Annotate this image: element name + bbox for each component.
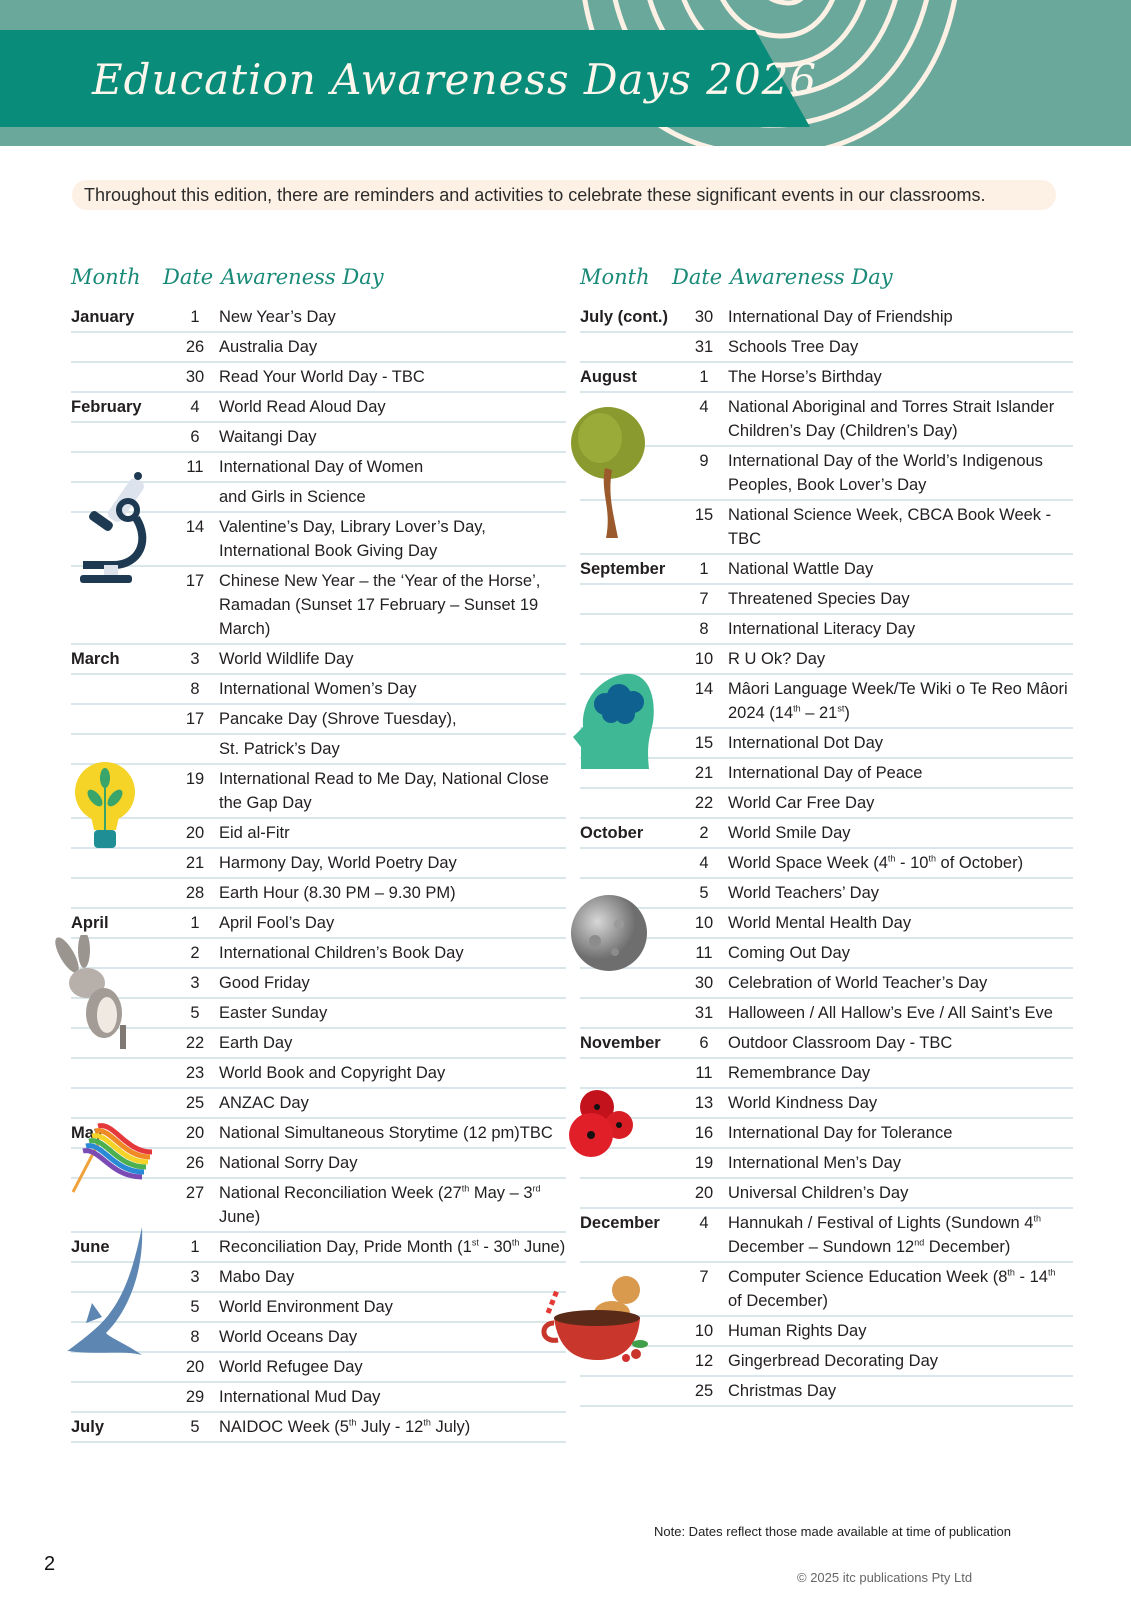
right-table-body [580,303,1073,1407]
row-date: 27 [185,1184,205,1202]
row-month [71,1061,171,1085]
table-row [580,969,1073,999]
row-awareness-day: New Year’s Day [219,308,336,326]
row-awareness-day: Easter Sunday [219,1004,328,1022]
row-awareness-day: International Mud Day [219,1388,381,1406]
table-row [580,645,1073,675]
row-date: 20 [185,1358,205,1376]
row-awareness-day: Coming Out Day [728,944,850,962]
row-date: 13 [694,1094,714,1112]
row-awareness-day: International Women’s Day [219,680,417,698]
row-date: 25 [185,1094,205,1112]
table-row [71,1089,566,1119]
table-row [580,363,1073,393]
table-row [580,615,1073,645]
row-month [580,617,680,641]
row-awareness-day: Valentine’s Day, Library Lover’s Day, International Book Giving Day [219,518,486,560]
row-date: 22 [185,1034,205,1052]
row-month [71,851,171,875]
row-awareness-day: Threatened Species Day [728,590,910,608]
whale-shark-icon [64,1225,150,1357]
table-row [71,303,566,333]
row-date: 21 [185,854,205,872]
row-awareness-day: World Smile Day [728,824,851,842]
row-awareness-day: World Refugee Day [219,1358,363,1376]
row-date: 5 [190,1298,200,1316]
row-date: 14 [694,680,714,698]
row-month [580,335,680,359]
row-month: May [71,1124,104,1142]
row-date: 7 [699,1268,709,1286]
table-row [580,501,1073,555]
row-date: 19 [185,770,205,788]
row-month: November [580,1034,661,1052]
row-date: 21 [694,764,714,782]
row-month: February [71,398,142,416]
row-awareness-day: Computer Science Education Week (8th - 14th of December) [728,1267,1056,1310]
row-month [71,737,171,761]
table-row [580,879,1073,909]
row-date [171,485,219,509]
row-awareness-day: Outdoor Classroom Day - TBC [728,1034,953,1052]
row-awareness-day: International Literacy Day [728,620,916,638]
row-date: 20 [185,824,205,842]
gingerbread-cocoa-icon [540,1268,652,1368]
row-date: 31 [694,1004,714,1022]
header-month: Month [71,265,141,289]
row-date: 9 [699,452,709,470]
table-row [71,705,566,735]
row-awareness-day: International Day of the World’s Indigenous Peoples, Book Lover’s Day [728,452,1043,494]
row-month: January [71,308,135,326]
row-date: 6 [699,1034,709,1052]
row-month [71,1385,171,1409]
row-month: December [580,1214,660,1232]
row-date: 7 [699,590,709,608]
row-awareness-day: Eid al-Fitr [219,824,290,842]
footer-note: Note: Dates reflect those made available at time of publication [654,1524,1011,1539]
row-date: 10 [694,650,714,668]
row-date: 17 [185,572,205,590]
header-awareness-day: Awareness Day [730,265,893,289]
row-awareness-day: Harmony Day, World Poetry Day [219,854,457,872]
row-awareness-day: International Dot Day [728,734,884,752]
row-month [71,335,171,359]
row-awareness-day: International Day for Tolerance [728,1124,953,1142]
row-date: 4 [190,398,200,416]
row-awareness-day: International Day of Women [219,458,424,476]
row-awareness-day: World Mental Health Day [728,914,912,932]
row-date: 1 [190,308,200,326]
row-month [580,791,680,815]
row-month: June [71,1238,110,1256]
row-month [71,707,171,731]
row-month: October [580,824,644,842]
table-row [71,849,566,879]
table-row [580,1149,1073,1179]
table-row [71,969,566,999]
row-awareness-day: ANZAC Day [219,1094,309,1112]
row-awareness-day: National Science Week, CBCA Book Week - TBC [728,506,1052,548]
row-date: 15 [694,734,714,752]
row-awareness-day: Waitangi Day [219,428,317,446]
row-awareness-day: Universal Children’s Day [728,1184,909,1202]
row-date [171,737,219,761]
row-awareness-day: Read Your World Day - TBC [219,368,425,386]
row-date: 1 [190,1238,200,1256]
row-awareness-day: International Day of Friendship [728,308,953,326]
row-date: 8 [190,680,200,698]
copyright: © 2025 itc publications Pty Ltd [797,1570,973,1585]
row-date: 16 [694,1124,714,1142]
table-row [71,1059,566,1089]
row-awareness-day: World Teachers’ Day [728,884,880,902]
table-row [580,939,1073,969]
row-date: 3 [190,974,200,992]
row-awareness-day: and Girls in Science [219,488,366,506]
table-row [580,555,1073,585]
row-date: 10 [694,914,714,932]
table-row [580,333,1073,363]
row-awareness-day: International Day of Peace [728,764,923,782]
row-awareness-day: National Wattle Day [728,560,874,578]
row-date: 28 [185,884,205,902]
row-awareness-day: Reconciliation Day, Pride Month (1st - 30th June) [219,1237,566,1256]
row-awareness-day: St. Patrick’s Day [219,740,340,758]
row-date: 5 [699,884,709,902]
row-awareness-day: World Space Week (4th - 10th of October) [728,853,1024,872]
row-date: 19 [694,1154,714,1172]
table-row [580,999,1073,1029]
row-month: July (cont.) [580,308,669,326]
microscope-icon [78,470,153,592]
row-date: 2 [190,944,200,962]
row-awareness-day: Hannukah / Festival of Lights (Sundown 4th December – Sundown 12nd December) [728,1213,1041,1256]
row-month: March [71,650,120,668]
table-row [580,393,1073,447]
row-date: 30 [185,368,205,386]
row-date: 6 [190,428,200,446]
row-awareness-day: World Car Free Day [728,794,875,812]
header-date: Date [672,265,723,289]
row-awareness-day: World Read Aloud Day [219,398,386,416]
row-month [580,971,680,995]
tree-icon [570,398,648,540]
table-row [71,735,566,765]
table-row [71,939,566,969]
row-month [71,1355,171,1379]
row-awareness-day: Remembrance Day [728,1064,871,1082]
row-date: 31 [694,338,714,356]
row-date: 12 [694,1352,714,1370]
row-date: 20 [694,1184,714,1202]
table-row [580,447,1073,501]
row-awareness-day: Celebration of World Teacher’s Day [728,974,988,992]
row-awareness-day: Halloween / All Hallow’s Eve / All Saint’s Eve [728,1004,1053,1022]
row-date: 2 [699,824,709,842]
row-date: 4 [699,398,709,416]
row-month [580,647,680,671]
row-month [71,1091,171,1115]
row-awareness-day: World Environment Day [219,1298,393,1316]
page-title: Education Awareness Days 2026 [92,55,818,104]
lightbulb-plant-icon [74,760,136,852]
table-row [580,789,1073,819]
row-awareness-day: Gingerbread Decorating Day [728,1352,939,1370]
table-row [580,1059,1073,1089]
row-month [71,365,171,389]
table-row [580,1317,1073,1347]
table-row [580,819,1073,849]
row-month: April [71,914,109,932]
table-row [71,423,566,453]
row-month [580,851,680,875]
table-row [580,1347,1073,1377]
row-awareness-day: Pancake Day (Shrove Tuesday), [219,710,457,728]
header-month: Month [580,265,650,289]
row-date: 20 [185,1124,205,1142]
row-month: September [580,560,666,578]
row-date: 26 [185,338,205,356]
head-brain-icon [571,672,655,769]
row-awareness-day: National Simultaneous Storytime (12 pm)TBC [219,1124,553,1142]
right-column-table [580,265,1073,1407]
table-row [580,849,1073,879]
row-awareness-day: Schools Tree Day [728,338,859,356]
table-row [580,1179,1073,1209]
row-awareness-day: Mâori Language Week/Te Wiki o Te Reo Mâori 2024 (14th – 21st) [728,680,1068,722]
table-row [580,1209,1073,1263]
row-date: 26 [185,1154,205,1172]
row-awareness-day: Christmas Day [728,1382,837,1400]
table-row [580,303,1073,333]
table-row [580,909,1073,939]
table-header [580,265,1073,303]
row-awareness-day: Chinese New Year – the ‘Year of the Horse’, Ramadan (Sunset 17 February – Sunset 19 March) [219,572,541,638]
header-band [0,0,1131,146]
moon-icon [569,894,649,972]
row-awareness-day: R U Ok? Day [728,650,826,668]
row-awareness-day: World Book and Copyright Day [219,1064,446,1082]
table-row [71,879,566,909]
table-row [71,765,566,819]
header-awareness-day: Awareness Day [221,265,384,289]
table-row [71,819,566,849]
table-row [71,333,566,363]
row-date: 11 [695,1064,713,1082]
row-date: 25 [694,1382,714,1400]
row-date: 1 [190,914,200,932]
row-date: 3 [190,1268,200,1286]
row-date: 11 [695,944,713,962]
row-date: 8 [190,1328,200,1346]
table-row [71,909,566,939]
row-date: 14 [185,518,205,536]
row-date: 8 [699,620,709,638]
row-awareness-day: World Oceans Day [219,1328,358,1346]
row-awareness-day: International Men’s Day [728,1154,902,1172]
table-row [580,1119,1073,1149]
row-month [71,425,171,449]
table-row [71,1353,566,1383]
table-row [71,393,566,423]
row-month [71,677,171,701]
row-date: 1 [699,368,709,386]
table-row [580,1029,1073,1059]
row-awareness-day: April Fool’s Day [219,914,335,932]
row-month [580,587,680,611]
row-awareness-day: National Aboriginal and Torres Strait Islander Children’s Day (Children’s Day) [728,398,1055,440]
bunny-icon [52,935,134,1050]
row-date: 10 [694,1322,714,1340]
table-row [580,1263,1073,1317]
row-date: 30 [694,974,714,992]
row-awareness-day: Mabo Day [219,1268,295,1286]
row-awareness-day: International Children’s Book Day [219,944,464,962]
row-date: 1 [699,560,709,578]
row-date: 4 [699,854,709,872]
row-date: 23 [185,1064,205,1082]
row-date: 30 [694,308,714,326]
row-awareness-day: Good Friday [219,974,310,992]
row-month [580,1379,680,1403]
row-date: 5 [190,1418,200,1436]
row-month [71,881,171,905]
row-month [580,1001,680,1025]
table-row [71,1383,566,1413]
row-date: 29 [185,1388,205,1406]
row-date: 3 [190,650,200,668]
table-row [580,585,1073,615]
row-date: 17 [185,710,205,728]
row-month: July [71,1418,105,1436]
table-row [71,999,566,1029]
row-awareness-day: World Kindness Day [728,1094,878,1112]
row-month [580,1181,680,1205]
header-date: Date [163,265,214,289]
row-awareness-day: The Horse’s Birthday [728,368,882,386]
table-row [71,645,566,675]
row-date: 11 [186,458,204,476]
row-awareness-day: International Read to Me Day, National Close the Gap Day [219,770,549,812]
poppy-icon [567,1087,637,1159]
row-date: 15 [694,506,714,524]
table-row [71,363,566,393]
rainbow-flag-icon [70,1122,154,1194]
row-awareness-day: World Wildlife Day [219,650,354,668]
row-date: 22 [694,794,714,812]
row-awareness-day: Australia Day [219,338,318,356]
row-awareness-day: Earth Day [219,1034,293,1052]
row-date: 5 [190,1004,200,1022]
row-awareness-day: Human Rights Day [728,1322,867,1340]
row-month: August [580,368,637,386]
row-awareness-day: National Sorry Day [219,1154,358,1172]
table-row [71,1029,566,1059]
table-row [71,1413,566,1443]
table-header [71,265,566,303]
row-awareness-day: NAIDOC Week (5th July - 12th July) [219,1417,471,1436]
intro-text: Throughout this edition, there are reminders and activities to celebrate these significant events in our classrooms. [72,180,1056,210]
row-awareness-day: National Reconciliation Week (27th May – 3rd June) [219,1183,541,1226]
page-number: 2 [44,1553,56,1575]
table-row [580,1089,1073,1119]
row-awareness-day: Earth Hour (8.30 PM – 9.30 PM) [219,884,456,902]
row-date: 4 [699,1214,709,1232]
table-row [580,1377,1073,1407]
table-row [71,675,566,705]
row-month [580,1061,680,1085]
